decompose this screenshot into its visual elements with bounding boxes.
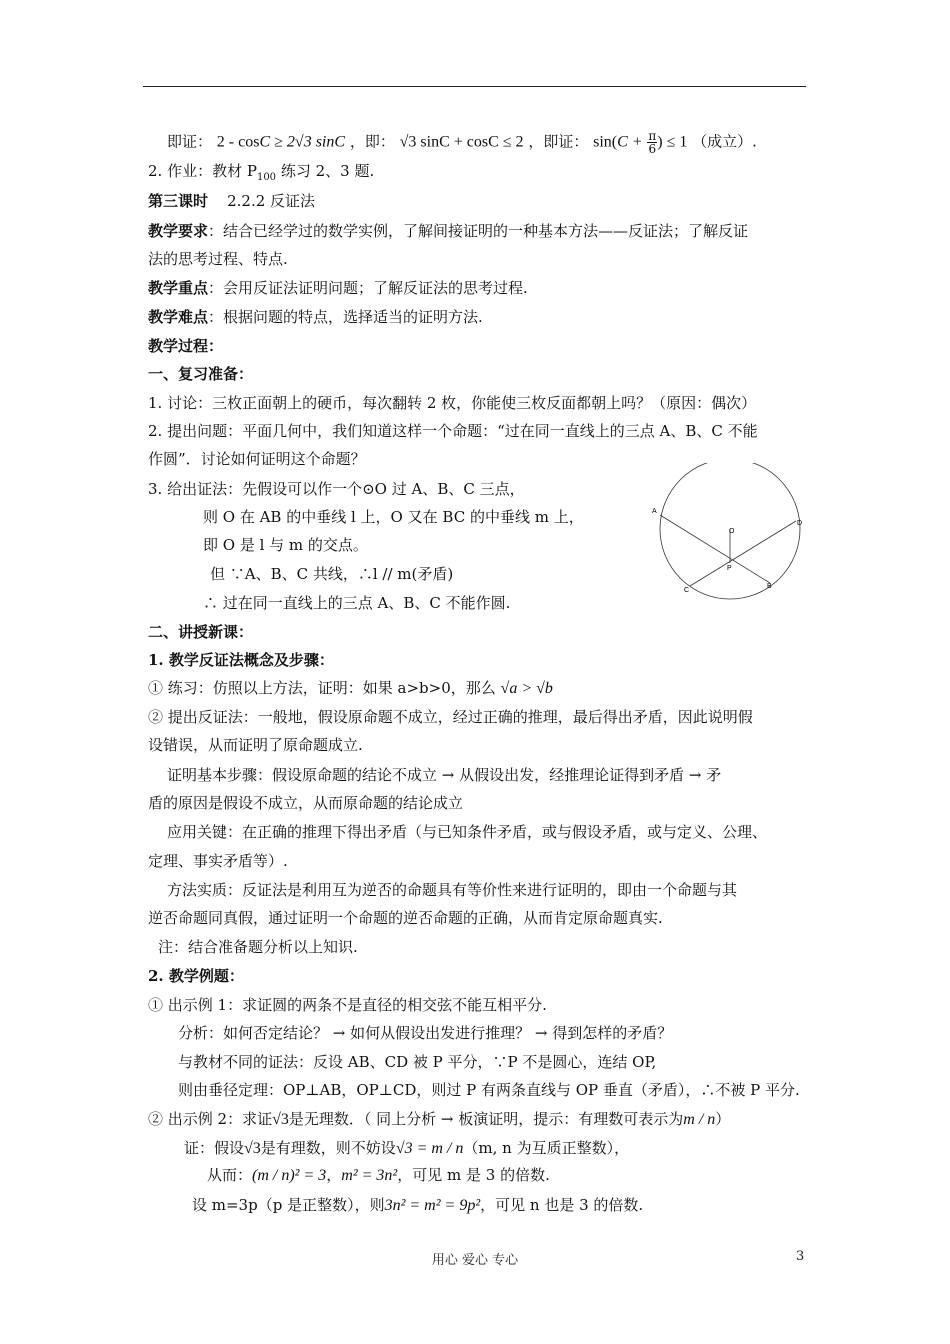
requirements-line	[148, 221, 808, 241]
text: 是无理数．（ 同上分析 → 板演证明，提示：有理数可表示为	[288, 1110, 684, 1128]
math: C ≥ 2√3 sin	[259, 133, 335, 151]
process-heading: 教学过程：	[148, 337, 224, 355]
example-2-proof-3	[192, 1195, 852, 1216]
lesson-number: 第三课时	[148, 192, 209, 210]
subsection-1: 1. 教学反证法概念及步骤：	[148, 651, 334, 669]
note-line: 注：结合准备题分析以上知识.	[158, 938, 358, 956]
text: ② 出示例 2：求证	[148, 1110, 273, 1128]
text: ，可见 n 也是 3 的倍数.	[480, 1196, 644, 1214]
essence-line-2: 逆否命题同真假，通过证明一个命题的逆否命题的正确，从而肯定原命题真实.	[148, 909, 663, 927]
homework-line	[148, 161, 808, 188]
example-2-proof-1	[184, 1138, 844, 1159]
text: ，	[326, 1166, 342, 1184]
label-A: A	[652, 508, 657, 515]
example-1-proof-2: 则由垂径定理：OP⊥AB，OP⊥CD，则过 P 有两条直线与 OP 垂直（矛盾），∴不被 P 平分.	[178, 1081, 800, 1099]
math: C ≤ 2	[488, 133, 524, 151]
requirements-line-2: 法的思考过程、特点.	[148, 250, 288, 268]
math: C	[334, 133, 346, 151]
text: ① 练习：仿照以上方法，证明：如果 a>b>0，那么	[148, 679, 496, 697]
fraction-denominator: 6	[648, 142, 657, 156]
key-points-line	[148, 278, 808, 298]
concept-line-2: 设错误，从而证明了原命题成立.	[148, 736, 363, 754]
math: √3 sin	[399, 133, 440, 151]
text: （成立）.	[692, 132, 757, 151]
difficulty-line	[148, 307, 808, 327]
math: √3	[244, 1140, 261, 1157]
math: m² = 3n²	[341, 1167, 398, 1184]
subscript: 100	[256, 172, 277, 183]
text: 是有理数，则不妨设	[260, 1139, 396, 1157]
text: （m, n 为互质正整数），	[463, 1139, 630, 1157]
text: 2. 作业：教材 P	[148, 162, 257, 180]
math: √a > √b	[500, 680, 553, 697]
example-1-analysis: 分析：如何否定结论？ → 如何从假设出发进行推理？ → 得到怎样的矛盾？	[178, 1024, 673, 1042]
text: ：结合已经学过的数学实例，了解间接证明的一种基本方法——反证法；了解反证	[208, 222, 749, 240]
page-number: 3	[796, 1249, 805, 1264]
proof-step-1: 则 O 在 AB 的中垂线 l 上，O 又在 BC 的中垂线 m 上，	[203, 508, 584, 526]
label-D: D	[797, 520, 803, 527]
text: 从而：	[207, 1166, 253, 1184]
math: √3	[272, 1111, 289, 1128]
chord-CD	[690, 521, 796, 586]
exercise-line	[148, 678, 808, 699]
proof-conclusion: ∴ 过在同一直线上的三点 A、B、C 不能作圆.	[203, 594, 511, 612]
math: sin(	[593, 133, 618, 151]
review-item-2-cont: 作圆”．讨论如何证明这个命题？	[148, 450, 366, 468]
example-1-proof-1: 与教材不同的证法：反设 AB、CD 被 P 平分，∵P 不是圆心，连结 OP,	[178, 1053, 657, 1071]
fraction-numerator: π	[648, 129, 657, 143]
proof-line-1	[167, 130, 827, 155]
math: C + cos	[439, 133, 489, 151]
steps-line-1: 证明基本步骤：假设原命题的结论不成立 → 从假设出发，经推理论证得到矛盾 → 矛	[167, 766, 722, 784]
lesson-title	[148, 191, 808, 211]
proof-step-2: 即 O 是 l 与 m 的交点。	[203, 536, 368, 554]
text: ）	[715, 1110, 731, 1128]
example-2-proof-2	[207, 1165, 867, 1186]
text: ：根据问题的特点，选择适当的证明方法.	[208, 308, 483, 326]
circle-diagram	[650, 463, 810, 603]
math: 3n² = m² = 9p²	[384, 1197, 481, 1214]
review-item-3: 3. 给出证法：先假设可以作一个⊙O 过 A、B、C 三点，	[148, 480, 525, 498]
footer-motto: 用心 爱心 专心	[431, 1253, 519, 1268]
key-line-1: 应用关键：在正确的推理下得出矛盾（与已知条件矛盾，或与假设矛盾，或与定义、公理、	[167, 823, 768, 841]
text: ，即：	[349, 132, 395, 151]
concept-line-1: ② 提出反证法：一般地，假设原命题不成立，经过正确的推理，最后得出矛盾，因此说明假	[148, 708, 753, 726]
header-rule	[143, 86, 806, 87]
chord-AB	[660, 515, 770, 583]
text: ，即证：	[528, 132, 589, 151]
lesson-topic: 2.2.2 反证法	[227, 192, 316, 210]
label-O: O	[729, 528, 735, 535]
math: √3 = m / n	[395, 1140, 464, 1157]
math: m / n	[683, 1111, 716, 1128]
essence-line-1: 方法实质：反证法是利用互为逆否的命题具有等价性来进行证明的，即由一个命题与其	[167, 881, 738, 899]
subsection-2: 2. 教学例题：	[148, 967, 244, 985]
label-C: C	[684, 587, 690, 594]
text: 练习 2、3 题.	[276, 162, 375, 180]
review-item-1: 1. 讨论：三枚正面朝上的硬币，每次翻转 2 枚，你能使三枚反面都朝上吗？（原因：偶次）	[148, 394, 757, 412]
text: 即证：	[167, 132, 213, 151]
math: 2 - cos	[216, 133, 260, 151]
label: 教学要求	[148, 222, 209, 240]
key-line-2: 定理、事实矛盾等）.	[148, 852, 288, 870]
label-P: P	[727, 565, 732, 572]
math: (m / n)² = 3	[252, 1167, 327, 1184]
proof-step-3: 但 ∵A、B、C 共线，∴l // m(矛盾)	[210, 565, 454, 583]
label-B: B	[767, 583, 772, 590]
text: ：会用反证法证明问题；了解反证法的思考过程.	[208, 279, 528, 297]
text: ，可见 m 是 3 的倍数.	[397, 1166, 550, 1184]
fraction	[647, 130, 657, 155]
label: 教学重点	[148, 279, 209, 297]
label: 教学难点	[148, 308, 209, 326]
steps-line-2: 盾的原因是假设不成立，从而原命题的结论成立	[148, 794, 464, 812]
section-heading-new: 二、讲授新课：	[148, 623, 254, 641]
text: 设 m=3p（p 是正整数），则	[192, 1196, 385, 1214]
section-heading-review: 一、复习准备：	[148, 365, 254, 383]
example-2	[148, 1109, 808, 1130]
math: C +	[617, 133, 643, 151]
math: ) ≤ 1	[657, 133, 688, 151]
review-item-2: 2. 提出问题：平面几何中，我们知道这样一个命题：“过在同一直线上的三点 A、B、C 不能	[148, 422, 758, 440]
text: 证：假设	[184, 1139, 245, 1157]
example-1: ① 出示例 1：求证圆的两条不是直径的相交弦不能互相平分.	[148, 996, 547, 1014]
